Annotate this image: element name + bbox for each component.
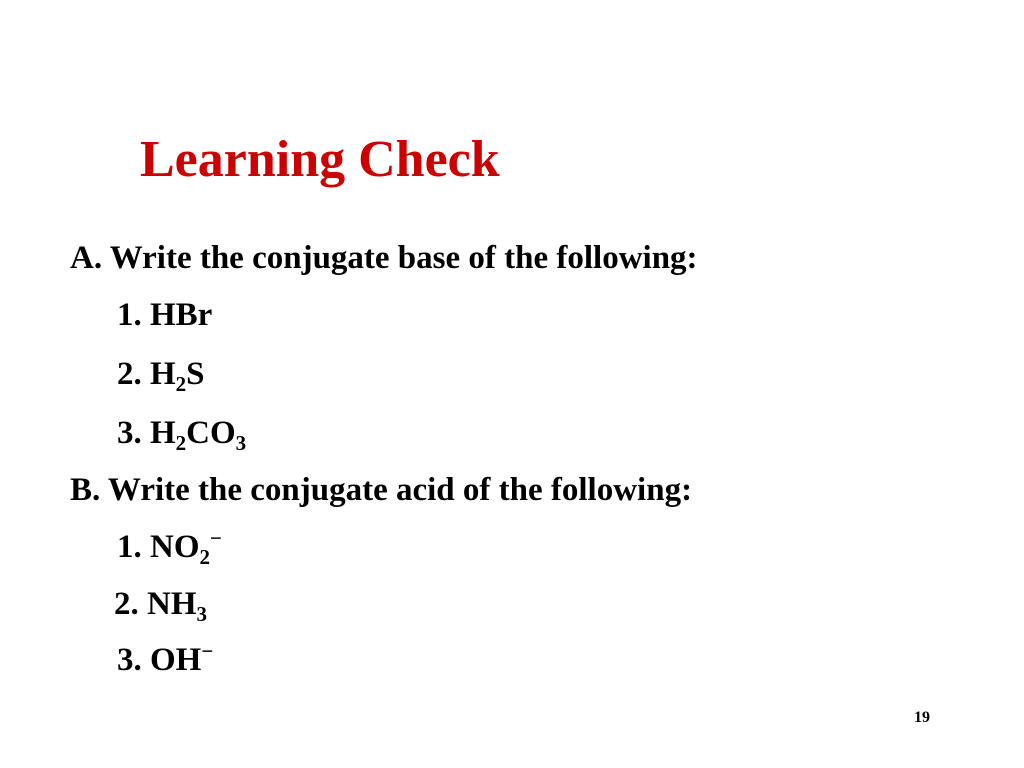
section-b-item-3 (117, 640, 213, 680)
section-b-item-2 (114, 584, 207, 624)
section-b-item-1 (117, 527, 222, 567)
formula-text: NO (150, 529, 200, 565)
formula-text: HBr (150, 297, 213, 333)
item-number: 2. (114, 586, 147, 622)
formula-text: CO (186, 415, 236, 451)
item-number: 2. (117, 356, 150, 392)
formula-subscript: 2 (175, 372, 187, 396)
formula-subscript: 3 (235, 431, 247, 455)
formula-subscript: 3 (196, 602, 207, 626)
formula-text: H (150, 356, 176, 392)
section-a-item-2 (117, 354, 205, 394)
formula-subscript: 2 (175, 431, 187, 455)
formula-text: NH (147, 586, 197, 622)
section-b-heading: B. Write the conjugate acid of the following: (70, 472, 693, 508)
formula-charge: − (201, 639, 214, 663)
formula-text: H (150, 415, 176, 451)
item-number: 1. (117, 529, 150, 565)
item-number: 3. (117, 415, 150, 451)
formula-subscript: 2 (199, 545, 210, 569)
item-number: 3. (117, 642, 150, 678)
section-a-heading: A. Write the conjugate base of the following: (70, 240, 698, 276)
section-a-item-1 (117, 295, 212, 335)
section-a-item-3 (117, 413, 246, 453)
item-number: 1. (117, 297, 150, 333)
slide-title: Learning Check (140, 131, 500, 188)
formula-text: OH (150, 642, 202, 678)
formula-charge: − (210, 526, 222, 550)
formula-text: S (186, 356, 205, 392)
page-number: 19 (914, 709, 930, 726)
